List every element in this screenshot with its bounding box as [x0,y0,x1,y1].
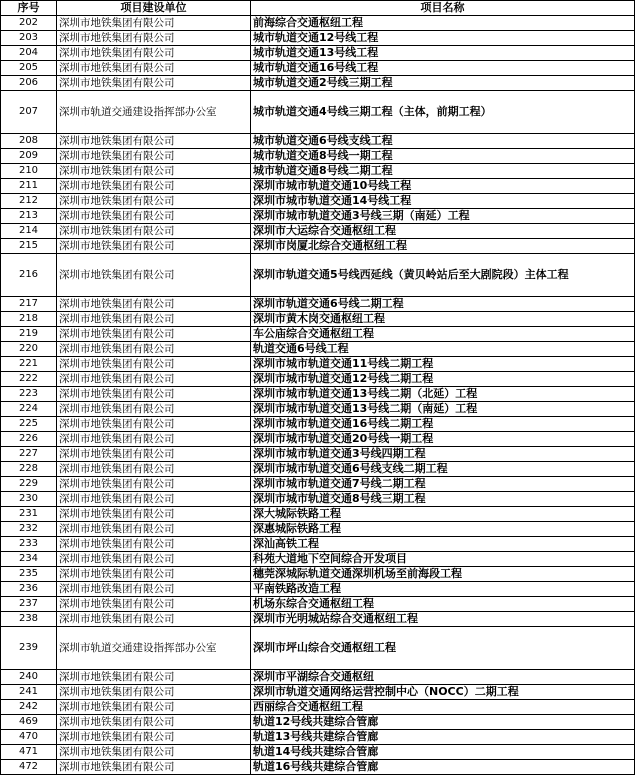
table-row [1,61,635,76]
cell-serial-number: 210 [1,164,57,179]
table-row [1,462,635,477]
table-row [1,730,635,745]
cell-construction-unit: 深圳市地铁集团有限公司 [57,297,251,312]
cell-project-name: 轨道13号线共建综合管廊 [251,730,635,745]
cell-serial-number: 223 [1,387,57,402]
cell-project-name: 城市轨道交通13号线工程 [251,46,635,61]
cell-serial-number: 242 [1,700,57,715]
cell-construction-unit: 深圳市地铁集团有限公司 [57,387,251,402]
cell-project-name: 城市轨道交通4号线三期工程（主体，前期工程） [251,91,635,134]
cell-serial-number: 220 [1,342,57,357]
cell-project-name: 深圳市城市轨道交通11号线二期工程 [251,357,635,372]
cell-project-name: 深圳市城市轨道交通13号线二期（北延）工程 [251,387,635,402]
cell-construction-unit: 深圳市地铁集团有限公司 [57,492,251,507]
cell-serial-number: 469 [1,715,57,730]
cell-serial-number: 216 [1,254,57,297]
cell-construction-unit: 深圳市地铁集团有限公司 [57,477,251,492]
table-row [1,567,635,582]
table-row [1,16,635,31]
table-row [1,179,635,194]
cell-construction-unit: 深圳市地铁集团有限公司 [57,700,251,715]
cell-project-name: 深圳市城市轨道交通10号线工程 [251,179,635,194]
cell-serial-number: 217 [1,297,57,312]
cell-construction-unit: 深圳市地铁集团有限公司 [57,537,251,552]
table-row [1,685,635,700]
table-row [1,327,635,342]
table-row [1,612,635,627]
cell-serial-number: 236 [1,582,57,597]
table-row [1,477,635,492]
cell-serial-number: 230 [1,492,57,507]
column-header-no: 序号 [1,1,57,16]
cell-project-name: 城市轨道交通2号线三期工程 [251,76,635,91]
cell-project-name: 深圳市城市轨道交通16号线二期工程 [251,417,635,432]
cell-construction-unit: 深圳市轨道交通建设指挥部办公室 [57,627,251,670]
cell-serial-number: 215 [1,239,57,254]
cell-construction-unit: 深圳市地铁集团有限公司 [57,447,251,462]
cell-construction-unit: 深圳市地铁集团有限公司 [57,670,251,685]
table-row [1,432,635,447]
cell-serial-number: 206 [1,76,57,91]
cell-serial-number: 222 [1,372,57,387]
cell-serial-number: 233 [1,537,57,552]
cell-construction-unit: 深圳市地铁集团有限公司 [57,194,251,209]
cell-construction-unit: 深圳市地铁集团有限公司 [57,76,251,91]
cell-project-name: 平南铁路改造工程 [251,582,635,597]
cell-construction-unit: 深圳市地铁集团有限公司 [57,254,251,297]
cell-construction-unit: 深圳市地铁集团有限公司 [57,209,251,224]
cell-construction-unit: 深圳市地铁集团有限公司 [57,16,251,31]
cell-construction-unit: 深圳市地铁集团有限公司 [57,31,251,46]
cell-serial-number: 234 [1,552,57,567]
table-row [1,76,635,91]
table-row [1,552,635,567]
cell-project-name: 深圳市城市轨道交通20号线一期工程 [251,432,635,447]
cell-construction-unit: 深圳市地铁集团有限公司 [57,357,251,372]
cell-construction-unit: 深圳市地铁集团有限公司 [57,149,251,164]
cell-project-name: 轨道12号线共建综合管廊 [251,715,635,730]
cell-project-name: 深圳市光明城站综合交通枢纽工程 [251,612,635,627]
cell-construction-unit: 深圳市地铁集团有限公司 [57,612,251,627]
cell-construction-unit: 深圳市地铁集团有限公司 [57,507,251,522]
table-row [1,224,635,239]
table-row [1,715,635,730]
cell-project-name: 深圳市城市轨道交通3号线三期（南延）工程 [251,209,635,224]
cell-construction-unit: 深圳市地铁集团有限公司 [57,522,251,537]
cell-construction-unit: 深圳市地铁集团有限公司 [57,730,251,745]
table-row [1,507,635,522]
table-row [1,372,635,387]
table-row [1,627,635,670]
cell-project-name: 深圳市城市轨道交通14号线工程 [251,194,635,209]
table-row [1,492,635,507]
cell-serial-number: 219 [1,327,57,342]
table-header-row [1,1,635,16]
cell-serial-number: 472 [1,760,57,775]
cell-serial-number: 214 [1,224,57,239]
cell-serial-number: 241 [1,685,57,700]
table-row [1,149,635,164]
cell-construction-unit: 深圳市地铁集团有限公司 [57,462,251,477]
cell-construction-unit: 深圳市地铁集团有限公司 [57,312,251,327]
cell-project-name: 深大城际铁路工程 [251,507,635,522]
cell-serial-number: 229 [1,477,57,492]
cell-construction-unit: 深圳市地铁集团有限公司 [57,224,251,239]
cell-serial-number: 471 [1,745,57,760]
table-row [1,745,635,760]
cell-project-name: 深圳市轨道交通5号线西延线（黄贝岭站后至大剧院段）主体工程 [251,254,635,297]
cell-project-name: 深汕高铁工程 [251,537,635,552]
cell-serial-number: 221 [1,357,57,372]
table-row [1,597,635,612]
table-row [1,297,635,312]
table-body [1,16,635,775]
table-row [1,387,635,402]
cell-construction-unit: 深圳市地铁集团有限公司 [57,327,251,342]
cell-project-name: 深圳市黄木岗交通枢纽工程 [251,312,635,327]
table-row [1,164,635,179]
table-row [1,522,635,537]
cell-construction-unit: 深圳市地铁集团有限公司 [57,760,251,775]
cell-project-name: 轨道交通6号线工程 [251,342,635,357]
cell-project-name: 深圳市岗厦北综合交通枢纽工程 [251,239,635,254]
table-row [1,342,635,357]
cell-project-name: 城市轨道交通12号线工程 [251,31,635,46]
cell-serial-number: 218 [1,312,57,327]
cell-construction-unit: 深圳市地铁集团有限公司 [57,61,251,76]
cell-serial-number: 227 [1,447,57,462]
cell-construction-unit: 深圳市地铁集团有限公司 [57,239,251,254]
table-row [1,670,635,685]
cell-project-name: 深圳市大运综合交通枢纽工程 [251,224,635,239]
table-row [1,254,635,297]
cell-serial-number: 237 [1,597,57,612]
table-row [1,537,635,552]
cell-project-name: 轨道16号线共建综合管廊 [251,760,635,775]
cell-construction-unit: 深圳市地铁集团有限公司 [57,582,251,597]
cell-project-name: 科苑大道地下空间综合开发项目 [251,552,635,567]
cell-construction-unit: 深圳市地铁集团有限公司 [57,432,251,447]
table-row [1,91,635,134]
cell-serial-number: 238 [1,612,57,627]
cell-construction-unit: 深圳市地铁集团有限公司 [57,685,251,700]
table-row [1,582,635,597]
column-header-unit: 项目建设单位 [57,1,251,16]
table-row [1,357,635,372]
cell-project-name: 深圳市城市轨道交通8号线三期工程 [251,492,635,507]
cell-construction-unit: 深圳市地铁集团有限公司 [57,552,251,567]
cell-construction-unit: 深圳市轨道交通建设指挥部办公室 [57,91,251,134]
cell-project-name: 城市轨道交通6号线支线工程 [251,134,635,149]
cell-project-name: 深圳市城市轨道交通6号线支线二期工程 [251,462,635,477]
table-row [1,194,635,209]
cell-project-name: 机场东综合交通枢纽工程 [251,597,635,612]
cell-serial-number: 211 [1,179,57,194]
cell-construction-unit: 深圳市地铁集团有限公司 [57,715,251,730]
cell-construction-unit: 深圳市地铁集团有限公司 [57,417,251,432]
cell-construction-unit: 深圳市地铁集团有限公司 [57,342,251,357]
cell-project-name: 深圳市城市轨道交通12号线二期工程 [251,372,635,387]
cell-construction-unit: 深圳市地铁集团有限公司 [57,567,251,582]
cell-serial-number: 224 [1,402,57,417]
table-row [1,417,635,432]
table-row [1,402,635,417]
cell-project-name: 深惠城际铁路工程 [251,522,635,537]
cell-project-name: 轨道14号线共建综合管廊 [251,745,635,760]
cell-serial-number: 207 [1,91,57,134]
cell-serial-number: 231 [1,507,57,522]
cell-serial-number: 203 [1,31,57,46]
cell-serial-number: 239 [1,627,57,670]
cell-serial-number: 212 [1,194,57,209]
table-row [1,239,635,254]
table-row [1,46,635,61]
cell-project-name: 深圳市城市轨道交通7号线二期工程 [251,477,635,492]
cell-project-name: 城市轨道交通8号线一期工程 [251,149,635,164]
cell-project-name: 西丽综合交通枢纽工程 [251,700,635,715]
cell-project-name: 深圳市城市轨道交通13号线二期（南延）工程 [251,402,635,417]
table-row [1,134,635,149]
cell-serial-number: 232 [1,522,57,537]
cell-construction-unit: 深圳市地铁集团有限公司 [57,597,251,612]
cell-serial-number: 209 [1,149,57,164]
table-row [1,312,635,327]
cell-project-name: 深圳市轨道交通6号线二期工程 [251,297,635,312]
cell-project-name: 城市轨道交通8号线二期工程 [251,164,635,179]
cell-serial-number: 205 [1,61,57,76]
cell-serial-number: 213 [1,209,57,224]
cell-construction-unit: 深圳市地铁集团有限公司 [57,46,251,61]
table-row [1,700,635,715]
column-header-name: 项目名称 [251,1,635,16]
cell-construction-unit: 深圳市地铁集团有限公司 [57,372,251,387]
cell-serial-number: 235 [1,567,57,582]
table-row [1,447,635,462]
table-row [1,760,635,775]
cell-project-name: 车公庙综合交通枢纽工程 [251,327,635,342]
cell-project-name: 前海综合交通枢纽工程 [251,16,635,31]
cell-construction-unit: 深圳市地铁集团有限公司 [57,134,251,149]
cell-serial-number: 226 [1,432,57,447]
cell-serial-number: 240 [1,670,57,685]
cell-construction-unit: 深圳市地铁集团有限公司 [57,179,251,194]
cell-serial-number: 228 [1,462,57,477]
cell-serial-number: 225 [1,417,57,432]
table-row [1,31,635,46]
cell-serial-number: 202 [1,16,57,31]
cell-project-name: 城市轨道交通16号线工程 [251,61,635,76]
cell-construction-unit: 深圳市地铁集团有限公司 [57,745,251,760]
cell-serial-number: 204 [1,46,57,61]
table-row [1,209,635,224]
cell-project-name: 深圳市平湖综合交通枢纽 [251,670,635,685]
cell-project-name: 深圳市轨道交通网络运营控制中心（NOCC）二期工程 [251,685,635,700]
cell-project-name: 深圳市城市轨道交通3号线四期工程 [251,447,635,462]
cell-construction-unit: 深圳市地铁集团有限公司 [57,402,251,417]
cell-project-name: 穗莞深城际轨道交通深圳机场至前海段工程 [251,567,635,582]
cell-serial-number: 208 [1,134,57,149]
cell-serial-number: 470 [1,730,57,745]
cell-project-name: 深圳市坪山综合交通枢纽工程 [251,627,635,670]
cell-construction-unit: 深圳市地铁集团有限公司 [57,164,251,179]
